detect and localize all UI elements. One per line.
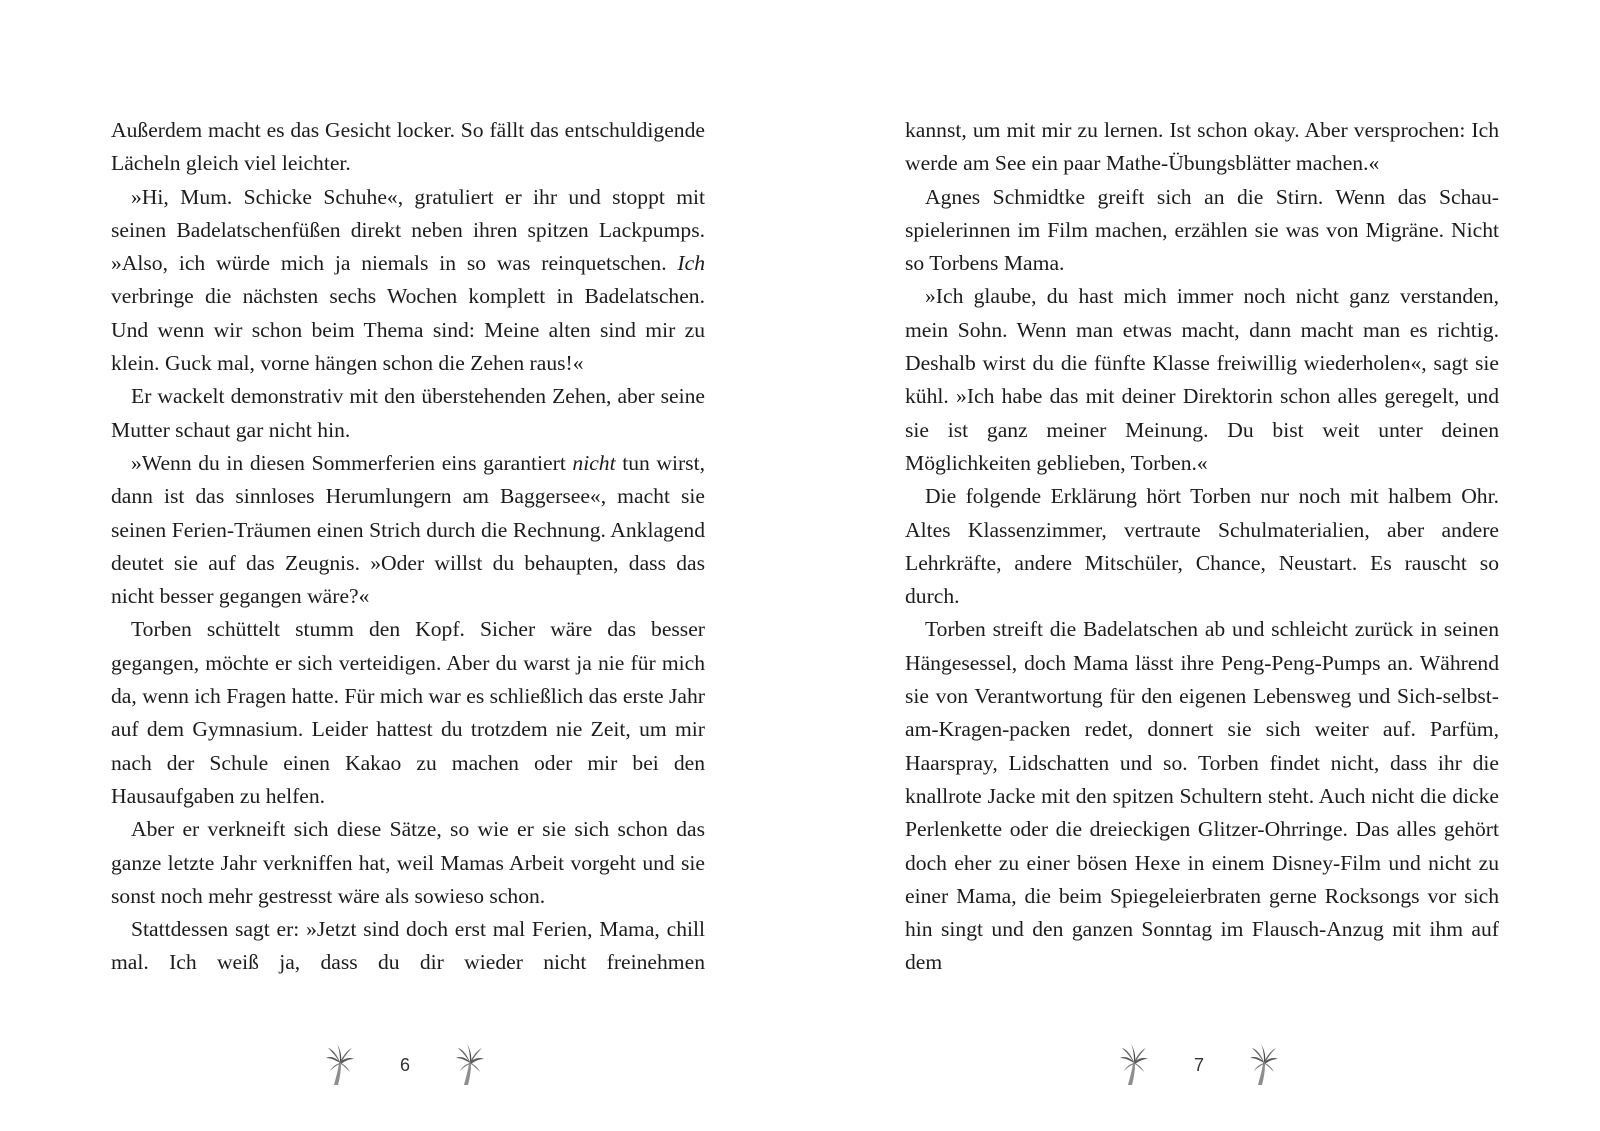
paragraph — [111, 447, 705, 613]
paragraph — [905, 480, 1499, 613]
paragraph-text: verbringe die nächsten sechs Wochen komplett in Badelatschen. Und wenn wir schon beim Thema sind: Meine alten sind mir zu klein. Guck mal, vorne hängen schon die Zehen raus!« — [111, 284, 705, 376]
paragraph-text: tun wirst, dann ist das sinnloses Herumlungern am Baggersee«, macht sie seinen Ferien-Träumen einen Strich durch die Rechnung. Anklagend deutet sie auf das Zeugnis. »Oder willst du behaupten, dass das nicht besser gegangen wäre?« — [111, 450, 705, 609]
paragraph — [905, 613, 1499, 979]
palm-tree-icon — [1119, 1043, 1149, 1087]
palm-tree-icon — [1249, 1043, 1279, 1087]
emphasis-text: Ich — [677, 251, 705, 276]
paragraph — [111, 913, 705, 980]
page-left — [111, 114, 705, 980]
page-number-right: 7 — [1193, 1054, 1204, 1075]
paragraph-text: Die folgende Erklärung hört Torben nur noch mit halbem Ohr. Altes Klassenzimmer, vertraute Schulmaterialien, aber andere Lehrkräfte, andere Mitschüler, Chance, Neustart. Es rauscht so durch. — [905, 484, 1499, 609]
page-right — [905, 114, 1499, 980]
paragraph-text: Agnes Schmidtke greift sich an die Stirn. Wenn das Schauspielerinnen im Film machen, erzählen sie was von Migräne. Nicht so Torbens Mama. — [905, 184, 1499, 276]
paragraph-text: Stattdessen sagt er: »Jetzt sind doch erst mal Ferien, Mama, chill mal. Ich weiß ja, dass du dir wieder nicht freinehmen — [111, 917, 705, 975]
paragraph-text: Außerdem macht es das Gesicht locker. So fällt das entschuldigende Lächeln gleich viel leichter. — [111, 118, 705, 176]
page-text-right — [905, 114, 1499, 980]
paragraph-text: Torben streift die Badelatschen ab und schleicht zurück in seinen Hängesessel, doch Mama lässt ihre Peng-Peng-Pumps an. Während sie von Verantwortung für den eigenen Lebensweg und Sich-selbst-am-Kragen-packen redet, donnert sie sich weiter auf. Parfüm, Haarspray, Lidschatten und so. Torben findet nicht, dass ihr die knallrote Jacke mit den spitzen Schultern steht. Auch nicht die dicke Perlenkette oder die dreieckigen Glitzer-Ohrringe. Das alles gehört doch eher zu einer bösen Hexe in einem Disney-Film und nicht zu einer Mama, die beim Spiegeleierbraten gerne Rocksongs vor sich hin singt und den ganzen Sonntag im Flausch-Anzug mit ihm auf dem — [905, 617, 1499, 975]
paragraph-text: Aber er verkneift sich diese Sätze, so wie er sie sich schon das ganze letzte Jahr verkniffen hat, weil Mamas Arbeit vorgeht und sie sonst noch mehr gestresst wäre als sowieso schon. — [111, 817, 705, 908]
paragraph-text: »Wenn du in diesen Sommerferien eins garantiert — [131, 450, 573, 475]
palm-tree-icon — [325, 1043, 355, 1087]
paragraph-text: »Ich glaube, du hast mich immer noch nicht ganz verstanden, mein Sohn. Wenn man etwas macht, dann macht man es richtig. Deshalb wirst du die fünfte Klasse freiwillig wiederholen«, sagt sie kühl. »Ich habe das mit deiner Direktorin schon alles geregelt, und sie ist ganz meiner Meinung. Du bist weit unter deinen Möglichkeiten geblieben, Torben.« — [905, 284, 1499, 475]
folio-left — [325, 1040, 485, 1090]
paragraph — [905, 114, 1499, 181]
paragraph — [111, 613, 705, 813]
paragraph — [111, 181, 705, 381]
paragraph — [111, 114, 705, 181]
palm-tree-icon — [455, 1043, 485, 1087]
paragraph — [905, 280, 1499, 480]
emphasis-text: nicht — [572, 450, 616, 475]
paragraph-text: Torben schüttelt stumm den Kopf. Sicher wäre das besser gegangen, möchte er sich verteidigen. Aber du warst ja nie für mich da, wenn ich Fragen hatte. Für mich war es schließlich das erste Jahr auf dem Gymnasium. Leider hattest du trotzdem nie Zeit, um mir nach der Schule einen Kakao zu machen oder mir bei den Hausaufgaben zu helfen. — [111, 617, 705, 808]
paragraph-text: Er wackelt demonstrativ mit den überstehenden Zehen, aber seine Mutter schaut gar nicht hin. — [111, 384, 705, 442]
folio-right — [1119, 1040, 1279, 1090]
paragraph — [111, 380, 705, 447]
paragraph-text: kannst, um mit mir zu lernen. Ist schon okay. Aber versprochen: Ich werde am See ein paar Mathe-Übungsblätter machen.« — [905, 118, 1499, 176]
paragraph — [905, 181, 1499, 281]
page-text-left — [111, 114, 705, 980]
paragraph — [111, 813, 705, 913]
paragraph-text: »Hi, Mum. Schicke Schuhe«, gratuliert er ihr und stoppt mit seinen Badelatschenfüßen direkt neben ihren spitzen Lackpumps. »Also, ich würde mich ja niemals in so was reinquetschen. — [111, 184, 705, 276]
page-number-left: 6 — [399, 1054, 410, 1075]
